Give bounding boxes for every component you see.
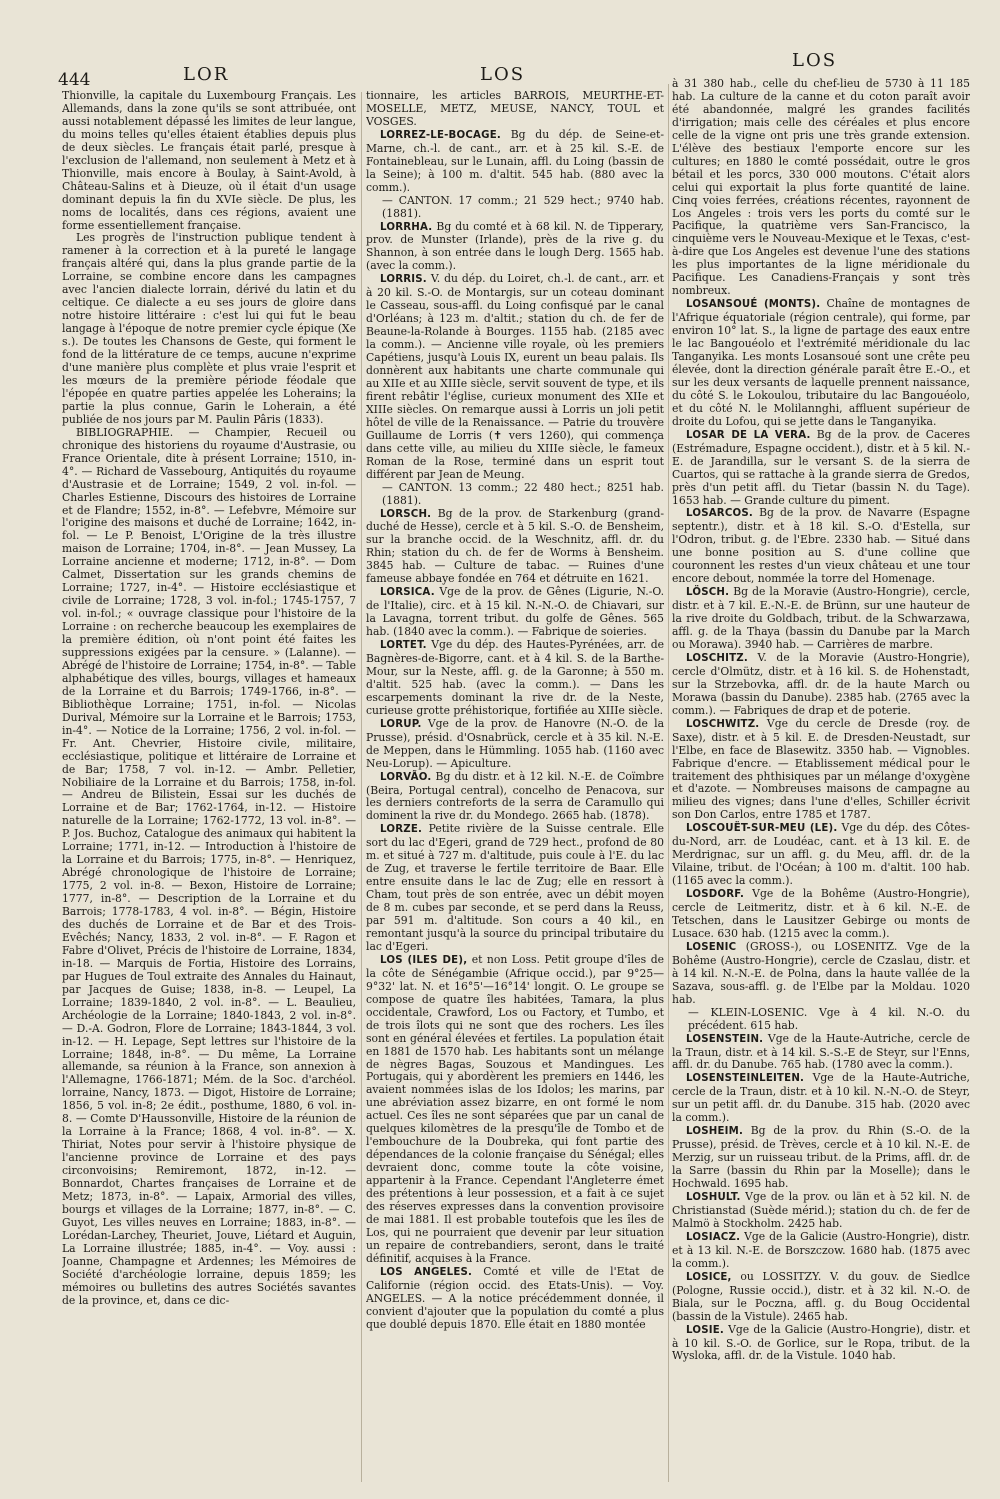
entry-headword: LOSCOUËT-SUR-MEU (LE). <box>686 823 838 835</box>
entry-text: Vge de la Haute-Autriche, cercle de la Traun, distr. et à 14 kil. S.-S.-E de Steyr, sur l'Enns, affl. dr. du Danube. 765 hab. (1780 avec la comm.). <box>672 1031 970 1072</box>
entry-text: Bg du distr. et à 12 kil. N.-E. de Coïmbre (Beira, Portugal central), concelho de Penacova, sur les derniers contreforts de la serra de Caramullo qui dominent la rive dr. du Mondego. 2665 hab. (1878). <box>366 769 664 823</box>
dictionary-entry <box>672 888 970 941</box>
entry-headword: LOSENIC <box>686 941 737 953</box>
entry-headword: LORRIS. <box>380 274 427 286</box>
column-right <box>672 78 970 1488</box>
entry-text: Petite rivière de la Suisse centrale. Elle sort du lac d'Egeri, grand de 729 hect., profond de 80 m. et situé à 727 m. d'altitude, puis coule à l'E. du lac de Zug, et traverse le fertile territoire de Baar. Elle entre ensuite dans le lac de Zug; elle en ressort à Cham, tout près de son entrée, avec un débit moyen de 8 m. cubes par seconde, et se perd dans la Reuss, par 591 m. d'altitude. Son cours a 40 kil., en remontant jusqu'à la source du principal tributaire du lac d'Egeri. <box>366 822 664 953</box>
entry-text: Bg de la prov. de Caceres (Estrémadure, Espagne occident.), distr. et à 5 kil. N.-E. de Jarandilla, sur le versant S. de la sierra de Cuartos, qui se rattache à la grande sierra de Gredos, près d'un petit affl. du Tietar (bassin N. du Tage). 1653 hab. — Grande culture du piment. <box>672 427 970 507</box>
dictionary-entry <box>366 482 664 508</box>
entry-text: et non Loss. Petit groupe d'îles de la côte de Sénégambie (Afrique occid.), par 9°25—9°32' lat. N. et 16°5'—16°14' longit. O. Le groupe se compose de quatre îles habitées, Tamara, la plus occidentale, Crawford, Los ou Factory, et Tumbo, et de trois îlots qui ne sont que des rochers. Les îles sont en général élevées et fertiles. La population était en 1881 de 1570 hab. Les habitants sont un mélange de nègres Bagas, Souzous et Mandingues. Les Portugais, qui y abordèrent les premiers en 1446, les avaient nommées islas de los Idolos; les marins, par une abréviation assez bizarre, en ont formé le nom actuel. Ces îles ne sont séparées que par un canal de quelques kilomètres de la presqu'île de Tombo et de l'embouchure de la Doubreka, qui font partie des dépendances de la colonie française du Sénégal; elles devraient donc, comme toute la côte voisine, appartenir à la France. Cependant l'Angleterre émet des prétentions à leur possession, et a fait à ce sujet des réserves expresses dans la convention provisoire de mai 1881. Il est probable toutefois que les îles de Los, qui ne pourraient que devenir par leur situation un repaire de contrebandiers, seront, dans le traité définitif, acquises à la France. <box>366 952 664 1265</box>
entry-text: Vge du cercle de Dresde (roy. de Saxe), distr. et à 5 kil. E. de Dresden-Neustadt, sur l'Elbe, en face de Blasewitz. 3350 hab. — Vignobles. Fabrique d'encre. — Etablissement médical pour le traitement des phthisiques par un mélange d'oxygène et d'azote. — Nombreuses maisons de campagne au milieu des vignes; dans l'une d'elles, Schiller écrivit son Don Carlos, entre 1785 et 1787. <box>672 716 970 822</box>
dictionary-entry <box>366 195 664 221</box>
entry-headword: LORZE. <box>380 824 423 836</box>
column-middle <box>366 90 664 1485</box>
entry-headword: LOSDORF. <box>686 889 745 901</box>
dictionary-entry <box>672 586 970 652</box>
dictionary-entry <box>672 652 970 718</box>
entry-headword: LOS (ILES DE), <box>380 954 468 966</box>
entry-headword: LORREZ-LE-BOCAGE. <box>380 129 501 141</box>
dictionary-entry <box>672 822 970 888</box>
dictionary-entry <box>366 1266 664 1332</box>
entry-text: Vge de la Bohême (Austro-Hongrie), cercle de Leitmeritz, distr. et à 6 kil. N.-E. de Tetschen, dans le Lausitzer Gebirge ou monts de Lusace. 630 hab. (1215 avec la comm.). <box>672 887 970 940</box>
paragraph: Les progrès de l'instruction publique tendent à ramener à la correction et à la pureté le langage français altéré qui, dans la plus grande partie de la Lorraine, se combine encore dans les campagnes avec l'ancien dialecte lorrain, dérivé du latin et du celtique. Ce dialecte a eu ses jours de gloire dans notre histoire littéraire : c'est lui qui fut le beau langage à l'époque de notre premier cycle épique (Xe s.). De toutes les Chansons de Geste, qui forment le fond de la littérature de ce temps, aucune n'exprime d'une manière plus complète et plus vraie l'esprit et les mœurs de la première période féodale que l'épopée en quatre parties appelée les Loherains; la partie la plus connue, Garin le Loherain, a été publiée de nos jours par M. Paulin Pâris (1833). <box>62 231 356 426</box>
dictionary-entry <box>366 771 664 824</box>
entry-headword: LOS ANGELES. <box>380 1266 473 1278</box>
entry-text: — CANTON. 17 comm.; 21 529 hect.; 9740 hab. (1881). <box>382 193 664 220</box>
entry-headword: LOSCHITZ. <box>686 652 748 664</box>
center-running-head: LOS <box>480 64 526 85</box>
entry-text: — KLEIN-LOSENIC. Vge à 4 kil. N.-O. du précédent. 615 hab. <box>688 1005 970 1032</box>
entry-text: Vge de la prov. de Hanovre (N.-O. de la Prusse), présid. d'Osnabrück, cercle et à 35 kil. N.-E. de Meppen, dans le Hümmling. 1055 hab. (1160 avec Neu-Lorup). — Apiculture. <box>366 716 664 770</box>
dictionary-entry <box>366 273 664 481</box>
dictionary-entry <box>672 298 970 429</box>
entry-headword: LORVÃO. <box>380 771 432 783</box>
entry-headword: LORTET. <box>380 640 427 652</box>
column-divider-2 <box>668 84 669 1482</box>
paragraph: BIBLIOGRAPHIE. — Champier, Recueil ou chronique des historiens du royaume d'Austrasie, ou France Orientale, dite à présent Lorraine; 1510, in-4°. — Richard de Vassebourg, Antiquités du royaume d'Austrasie et de Lorraine; 1549, 2 vol. in-fol. — Charles Estienne, Discours des histoires de Lorraine et de Flandre; 1552, in-8°. — Lefebvre, Mémoire sur l'origine des maisons et duché de Lorraine; 1642, in-fol. — Le P. Benoist, L'Origine de la très illustre maison de Lorraine; 1704, in-8°. — Jean Mussey, La Lorraine ancienne et moderne; 1712, in-8°. — Dom Calmet, Dissertation sur les grands chemins de Lorraine; 1727, in-4°. — Histoire ecclésiastique et civile de Lorraine; 1728, 3 vol. in-fol.; 1745-1757, 7 vol. in-fol.; « ouvrage classique pour l'histoire de la Lorraine : on recherche beaucoup les exemplaires de la première édition, où n'ont point été faites les suppressions exigées par la censure. » (Lalanne). — Abrégé de l'histoire de Lorraine; 1754, in-8°. — Table alphabétique des villes, bourgs, villages et hameaux de la Lorraine et du Barrois; 1749-1766, in-8°. — Bibliothèque Lorraine; 1751, in-fol. — Nicolas Durival, Mémoire sur la Lorraine et le Barrois; 1753, in-4°. — Notice de la Lorraine; 1756, 2 vol. in-fol. — Fr. Ant. Chevrier, Histoire civile, militaire, ecclésiastique, politique et littéraire de Lorraine et de Bar; 1758, 7 vol. in-12. — Ambr. Pelletier, Nobiliaire de la Lorraine et du Barrois; 1758, in-fol. — Andreu de Bilistein, Essai sur les duchés de Lorraine et de Bar; 1762-1764, in-12. — Histoire naturelle de la Lorraine; 1762-1772, 13 vol. in-8°. — P. Jos. Buchoz, Catalogue des animaux qui habitent la Lorraine; 1771, in-12. — Introduction à l'histoire de la Lorraine et du Barrois; 1775, in-8°. — Henriquez, Abrégé chronologique de l'histoire de Lorraine; 1775, 2 vol. in-8. — Bexon, Histoire de Lorraine; 1777, in-8°. — Description de la Lorraine et du Barrois; 1778-1783, 4 vol. in-8°. — Bégin, Histoire des duchés de Lorraine et de Bar et des Trois-Evêchés; Nancy, 1833, 2 vol. in-8°. — F. Ragon et Fabre d'Olivet, Précis de l'histoire de Lorraine, 1834, in-18. — Marquis de Fortia, Histoire des Lorrains, par Hugues de Toul extraite des Annales du Hainaut, par Jacques de Guise; 1838, in-8. — Leupel, La Lorraine; 1839-1840, 2 vol. in-8°. — L. Beaulieu, Archéologie de la Lorraine; 1840-1843, 2 vol. in-8°. — D.-A. Godron, Flore de Lorraine; 1843-1844, 3 vol. in-12. — H. Lepage, Sept lettres sur l'histoire de la Lorraine; 1848, in-8°. — Du même, La Lorraine allemande, sa réunion à la France, son annexion à l'Allemagne, 1766-1871; Mém. de la Soc. d'archéol. lorraine, Nancy, 1873. — Digot, Histoire de Lorraine; 1856, 5 vol. in-8; 2e édit., posthume, 1880, 6 vol. in-8. — Comte D'Haussonville, Histoire de la réunion de la Lorraine à la France; 1868, 4 vol. in-8°. — X. Thiriat, Notes pour servir à l'histoire physique de l'ancienne province de Lorraine et des pays circonvoisins; Remiremont, 1872, in-12. — Bonnardot, Chartes françaises de Lorraine et de Metz; 1873, in-8°. — Lapaix, Armorial des villes, bourgs et villages de la Lorraine; 1877, in-8°. — C. Guyot, Les villes neuves en Lorraine; 1883, in-8°. — Lorédan-Larchey, Theuriet, Jouve, Liétard et Auguin, La Lorraine illustrée; 1885, in-4°. — Voy. aussi : Joanne, Champagne et Ardennes; les Mémoires de Société d'archéologie lorraine, depuis 1859; les mémoires ou bulletins des autres Sociétés savantes de la province, et, dans ce dic- <box>62 425 356 1307</box>
dictionary-entry <box>366 221 664 274</box>
entry-text: Bg de la prov. de Starkenburg (grand-duché de Hesse), cercle et à 5 kil. S.-O. de Bensheim, sur la branche occid. de la Weschnitz, affl. dr. du Rhin; station du ch. de fer de Worms à Bensheim. 3845 hab. — Culture de tabac. — Ruines d'une fameuse abbaye fondée en 764 et détruite en 1621. <box>366 506 664 586</box>
entry-headword: LORSICA. <box>380 587 435 599</box>
entry-text: (GROSS-), ou LOSENITZ. Vge de la Bohême (Austro-Hongrie), cercle de Czaslau, distr. et à 14 kil. N.-N.-E. de Polna, dans la haute vallée de la Sazava, sous-affl. g. de l'Elbe par la Moldau. 1020 hab. <box>672 939 970 1006</box>
entry-headword: LOSHEIM. <box>686 1126 744 1138</box>
entry-headword: LORRHA. <box>380 221 433 233</box>
entry-headword: LOSARCOS. <box>686 508 753 520</box>
entry-text: Bg de la prov. du Rhin (S.-O. de la Prusse), présid. de Trèves, cercle et à 10 kil. N.-E. de Merzig, sur un ruisseau tribut. de la Prims, affl. dr. de la Sarre (bassin du Rhin par la Moselle); dans le Hochwald. 1695 hab. <box>672 1124 970 1191</box>
entry-text: tionnaire, les articles BARROIS, MEURTHE-ET-MOSELLE, METZ, MEUSE, NANCY, TOUL et VOSGES. <box>366 90 664 128</box>
entry-text: à 31 380 hab., celle du chef-lieu de 5730 à 11 185 hab. La culture de la canne et du coton paraît avoir été abandonnée, malgré les grandes facilités d'irrigation; mais celle des céréales et plus encore celle de la vigne ont pris une très grande extension. L'élève des bestiaux l'emporte encore sur les cultures; en 1880 le comté possédait, outre le gros bétail et les porcs, 330 000 moutons. C'était alors celui qui exportait la plus forte quantité de laine. Cinq voies ferrées, créations récentes, rayonnent de Los Angeles : trois vers les ports du comté sur le Pacifique, la quatrième vers San-Francisco, la cinquième vers le Nouveau-Mexique et le Texas, c'est-à-dire que Los Angeles est devenue l'une des stations les plus importantes de la ligne méridionale du Pacifique. Les Canadiens-Français y sont très nombreux. <box>672 78 970 298</box>
left-running-head: LOR <box>183 64 230 85</box>
entry-text: Vge de la Galicie (Austro-Hongrie), distr. et à 13 kil. N.-E. de Borszczow. 1680 hab. (1875 avec la comm.). <box>672 1229 970 1270</box>
dictionary-entry <box>366 586 664 639</box>
entry-headword: LOSIE. <box>686 1324 724 1336</box>
entry-headword: LOSENSTEINLEITEN. <box>686 1073 805 1085</box>
entry-text: V. de la Moravie (Austro-Hongrie), cercle d'Olmütz, distr. et à 16 kil. S. de Hohenstadt, sur la Strzebovka, affl. dr. de la haute March ou Morawa (bassin du Danube). 2385 hab. (2765 avec la comm.). — Fabriques de drap et de poterie. <box>672 650 970 717</box>
dictionary-entry <box>672 1191 970 1231</box>
dictionary-entry <box>366 90 664 129</box>
dictionary-entry <box>672 1231 970 1271</box>
dictionary-entry <box>672 1007 970 1033</box>
entry-text: Vge de la prov. de Gênes (Ligurie, N.-O. de l'Italie), circ. et à 15 kil. N.-N.-O. de Chiavari, sur la Lavagna, torrent tribut. du golfe de Gênes. 565 hab. (1840 avec la comm.). — Fabrique de soieries. <box>366 585 664 639</box>
entry-text: Vge de la Galicie (Austro-Hongrie), distr. et à 10 kil. S.-O. de Gorlice, sur le Ropa, tribut. de la Wysloka, affl. dr. de la Vistule. 1040 hab. <box>672 1322 970 1363</box>
dictionary-entry <box>672 507 970 586</box>
right-running-head: LOS <box>792 50 838 71</box>
entry-text: Comté et ville de l'Etat de Californie (région occid. des Etats-Unis). — Voy. ANGELES. — A la notice précédemment donnée, il convient d'ajouter que la population du comté a plus que doublé depuis 1870. Elle était en 1880 montée <box>366 1264 664 1331</box>
entry-headword: LOSAR DE LA VERA. <box>686 429 811 441</box>
page-number: 444 <box>58 70 91 90</box>
dictionary-entry <box>672 1324 970 1364</box>
dictionary-entry <box>366 508 664 587</box>
dictionary-entry <box>672 941 970 1007</box>
entry-text: Bg de la Moravie (Austro-Hongrie), cercle, distr. et à 7 kil. E.-N.-E. de Brünn, sur une hauteur de la rive droite du Goldbach, tribut. de la Schwarzawa, affl. g. de la Thaya (bassin du Danube par la March ou Morawa). 3940 hab. — Carrières de marbre. <box>672 585 970 651</box>
entry-text: Bg de la prov. de Navarre (Espagne septentr.), distr. et à 18 kil. S.-O. d'Estella, sur l'Odron, tribut. g. de l'Ebre. 2330 hab. — Situé dans une bonne position au S. d'une colline que couronnent les restes d'un vieux château et une tour encore debout, nommée la torre del Homenage. <box>672 506 970 586</box>
entry-headword: LOSANSOUÉ (MONTS). <box>686 299 821 311</box>
dictionary-entry <box>366 129 664 195</box>
dictionary-entry <box>366 718 664 771</box>
dictionary-entry <box>672 1033 970 1073</box>
entry-text: Vge de la Haute-Autriche, cercle de la Traun, distr. et à 10 kil. N.-N.-O. de Steyr, sur un petit affl. dr. du Danube. 315 hab. (2020 avec la comm.). <box>672 1071 970 1125</box>
entry-text: Chaîne de montagnes de l'Afrique équatoriale (région centrale), qui forme, par environ 10° lat. S., la ligne de partage des eaux entre le lac Bangouéolo et l'extrémité méridionale du lac Tanganyika. Les monts Losansoué sont une crête peu élevée, dont la direction générale paraît être E.-O., et sur les deux versants de laquelle prennent naissance, du côté S. le Lokoulou, tributaire du lac Bangouéolo, et du côté N. le Molilannghi, affluent supérieur de droite du Lofou, qui se jette dans le Tanganyika. <box>672 297 970 428</box>
entry-text: V. du dép. du Loiret, ch.-l. de cant., arr. et à 20 kil. S.-O. de Montargis, sur un coteau dominant le Casseau, sous-affl. du Loing confisqué par le canal d'Orléans; à 123 m. d'altit.; station du ch. de fer de Beaune-la-Rolande à Bourges. 1155 hab. (2185 avec la comm.). — Ancienne ville royale, où les premiers Capétiens, jusqu'à Louis IX, eurent un beau palais. Ils donnèrent aux habitants une charte communale qui au XIIe et au XIIIe siècle, servit souvent de type, et ils firent rebâtir l'église, curieux monument des XIIe et XIIIe siècles. On remarque aussi à Lorris un joli petit hôtel de ville de la Renaissance. — Patrie du trouvère Guillaume de Lorris (✝ vers 1260), qui commença dans cette ville, au milieu du XIIIe siècle, le fameux Roman de la Rose, terminé dans un esprit tout différent par Jean de Meung. <box>366 272 664 481</box>
paragraph: Thionville, la capitale du Luxembourg Français. Les Allemands, dans la zone qu'ils se sont attribuée, ont aussi notablement dépassé les limites de leur langue, du moins telles qu'elles étaient établies depuis plus de deux siècles. Le français était parlé, presque à l'exclusion de l'allemand, non seulement à Metz et à Thionville, mais encore à Boulay, à Saint-Avold, à Château-Salins et à Dieuze, où il était d'un usage dominant depuis la fin du XVIe siècle. De plus, les noms de localités, dans ces régions, avaient une forme essentiellement française. <box>62 90 356 232</box>
dictionary-entry <box>672 718 970 823</box>
entry-text: Bg du comté et à 68 kil. N. de Tipperary, prov. de Munster (Irlande), près de la rive g. du Shannon, à son entrée dans le lough Derg. 1565 hab. (avec la comm.). <box>366 219 664 273</box>
dictionary-entry <box>366 823 664 954</box>
entry-headword: LOSCHWITZ. <box>686 718 760 730</box>
dictionary-entry <box>672 1072 970 1125</box>
dictionary-entry <box>672 1271 970 1324</box>
entry-headword: LOSENSTEIN. <box>686 1033 764 1045</box>
entry-text: ou LOSSITZY. V. du gouv. de Siedlce (Pologne, Russie occid.), distr. et à 32 kil. N.-O. de Biala, sur le Poczna, affl. g. du Boug Occidental (bassin de la Vistule). 2465 hab. <box>672 1269 970 1323</box>
column-divider-1 <box>361 92 362 1482</box>
entry-text: — CANTON. 13 comm.; 22 480 hect.; 8251 hab. (1881). <box>382 480 664 507</box>
entry-headword: LOSIACZ. <box>686 1231 741 1243</box>
entry-text: Vge du dép. des Côtes-du-Nord, arr. de Loudéac, cant. et à 13 kil. E. de Merdrignac, sur un affl. g. du Meu, affl. dr. de la Vilaine, tribut. de l'Océan; à 100 m. d'altit. 100 hab. (1165 avec la comm.). <box>672 821 970 888</box>
entry-headword: LOSICE, <box>686 1271 732 1283</box>
entry-text: Vge de la prov. ou län et à 52 kil. N. de Christianstad (Suède mérid.); station du ch. de fer de Malmö à Stockholm. 2425 hab. <box>672 1190 970 1230</box>
entry-headword: LORUP. <box>380 718 422 730</box>
entry-headword: LÖSCH. <box>686 587 730 599</box>
entry-text: Bg du dép. de Seine-et-Marne, ch.-l. de cant., arr. et à 25 kil. S.-E. de Fontainebleau, sur le Lunain, affl. du Loing (bassin de la Seine); à 100 m. d'altit. 545 hab. (880 avec la comm.). <box>366 127 664 194</box>
entry-headword: LORSCH. <box>380 508 432 520</box>
dictionary-entry <box>672 1125 970 1191</box>
dictionary-entry <box>366 639 664 718</box>
entry-text: Vge du dép. des Hautes-Pyrénées, arr. de Bagnères-de-Bigorre, cant. et à 4 kil. S. de la Barthe-Mour, sur la Neste, affl. g. de la Garonne; à 550 m. d'altit. 525 hab. (avec la comm.). — Dans les escarpements dominant la rive dr. de la Neste, curieuse grotte préhistorique, fortifiée au XIIIe siècle. <box>366 638 664 717</box>
dictionary-entry <box>672 429 970 508</box>
dictionary-entry <box>672 78 970 298</box>
column-left <box>62 90 356 1485</box>
dictionary-entry <box>366 954 664 1266</box>
entry-headword: LOSHULT. <box>686 1192 741 1204</box>
